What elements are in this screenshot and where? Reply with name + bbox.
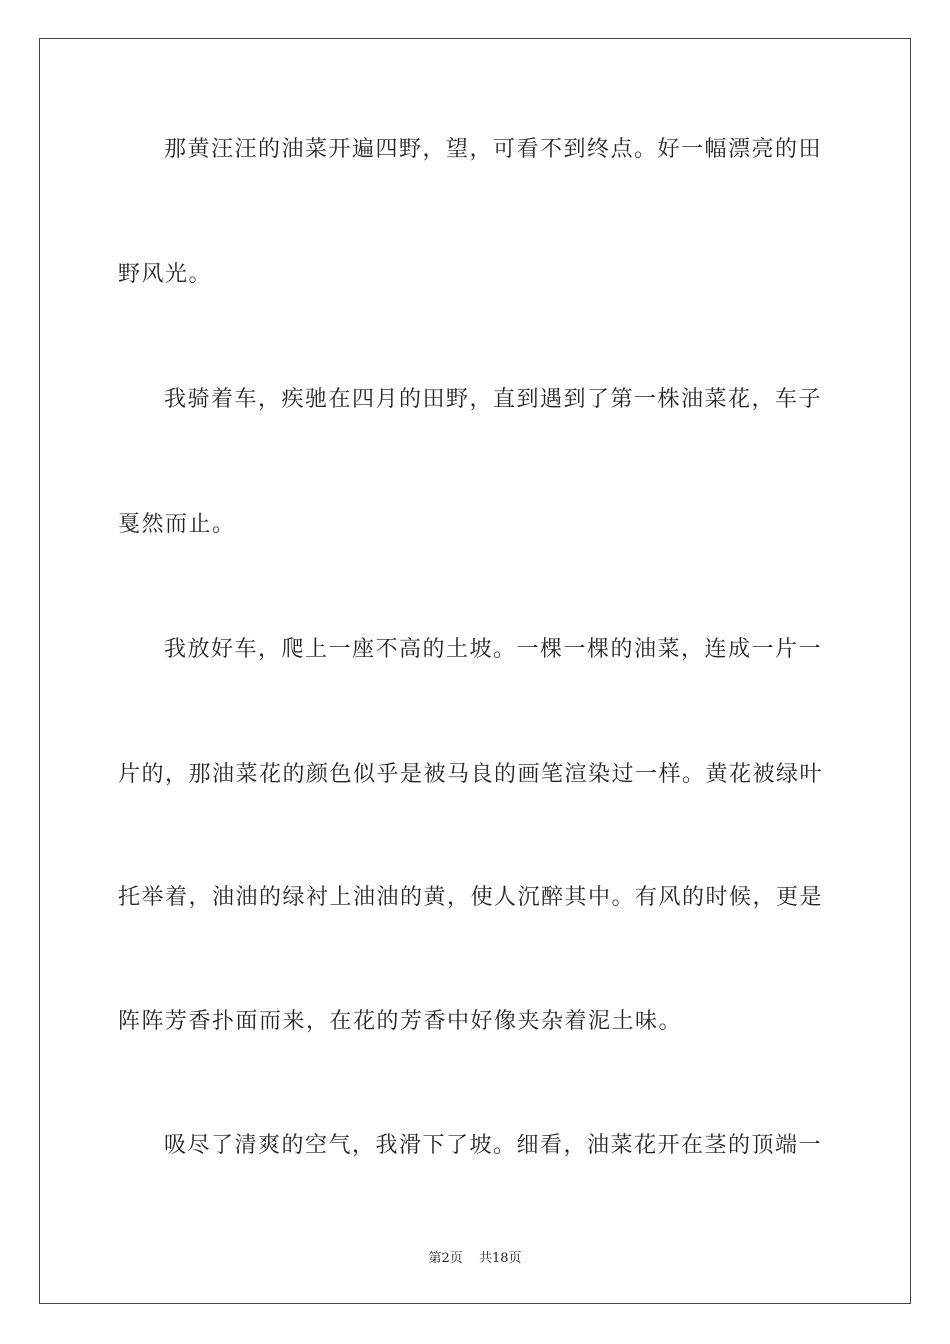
page-frame	[39, 38, 911, 1304]
paragraph-2-line-2: 戛然而止。	[118, 512, 236, 537]
page-footer	[0, 1247, 950, 1266]
page-number: 第2页	[428, 1251, 463, 1266]
paragraph-3-line-4: 阵阵芳香扑面而来，在花的芳香中好像夹杂着泥土味。	[118, 1009, 683, 1034]
paragraph-4-line-1: 吸尽了清爽的空气，我滑下了坡。细看，油菜花开在茎的顶端一	[164, 1133, 823, 1158]
paragraph-3-line-3: 托举着，油油的绿衬上油油的黄，使人沉醉其中。有风的时候，更是	[118, 885, 824, 910]
paragraph-1-line-2: 野风光。	[118, 262, 213, 287]
paragraph-2-line-1: 我骑着车，疾驰在四月的田野，直到遇到了第一株油菜花，车子	[164, 387, 823, 412]
paragraph-3-line-2: 片的，那油菜花的颜色似乎是被马良的画笔渲染过一样。黄花被绿叶	[118, 762, 824, 787]
paragraph-3-line-1: 我放好车，爬上一座不高的土坡。一棵一棵的油菜，连成一片一	[164, 637, 823, 662]
paragraph-1-line-1: 那黄汪汪的油菜开遍四野，望，可看不到终点。好一幅漂亮的田	[164, 137, 823, 162]
total-pages: 共18页	[478, 1251, 522, 1266]
